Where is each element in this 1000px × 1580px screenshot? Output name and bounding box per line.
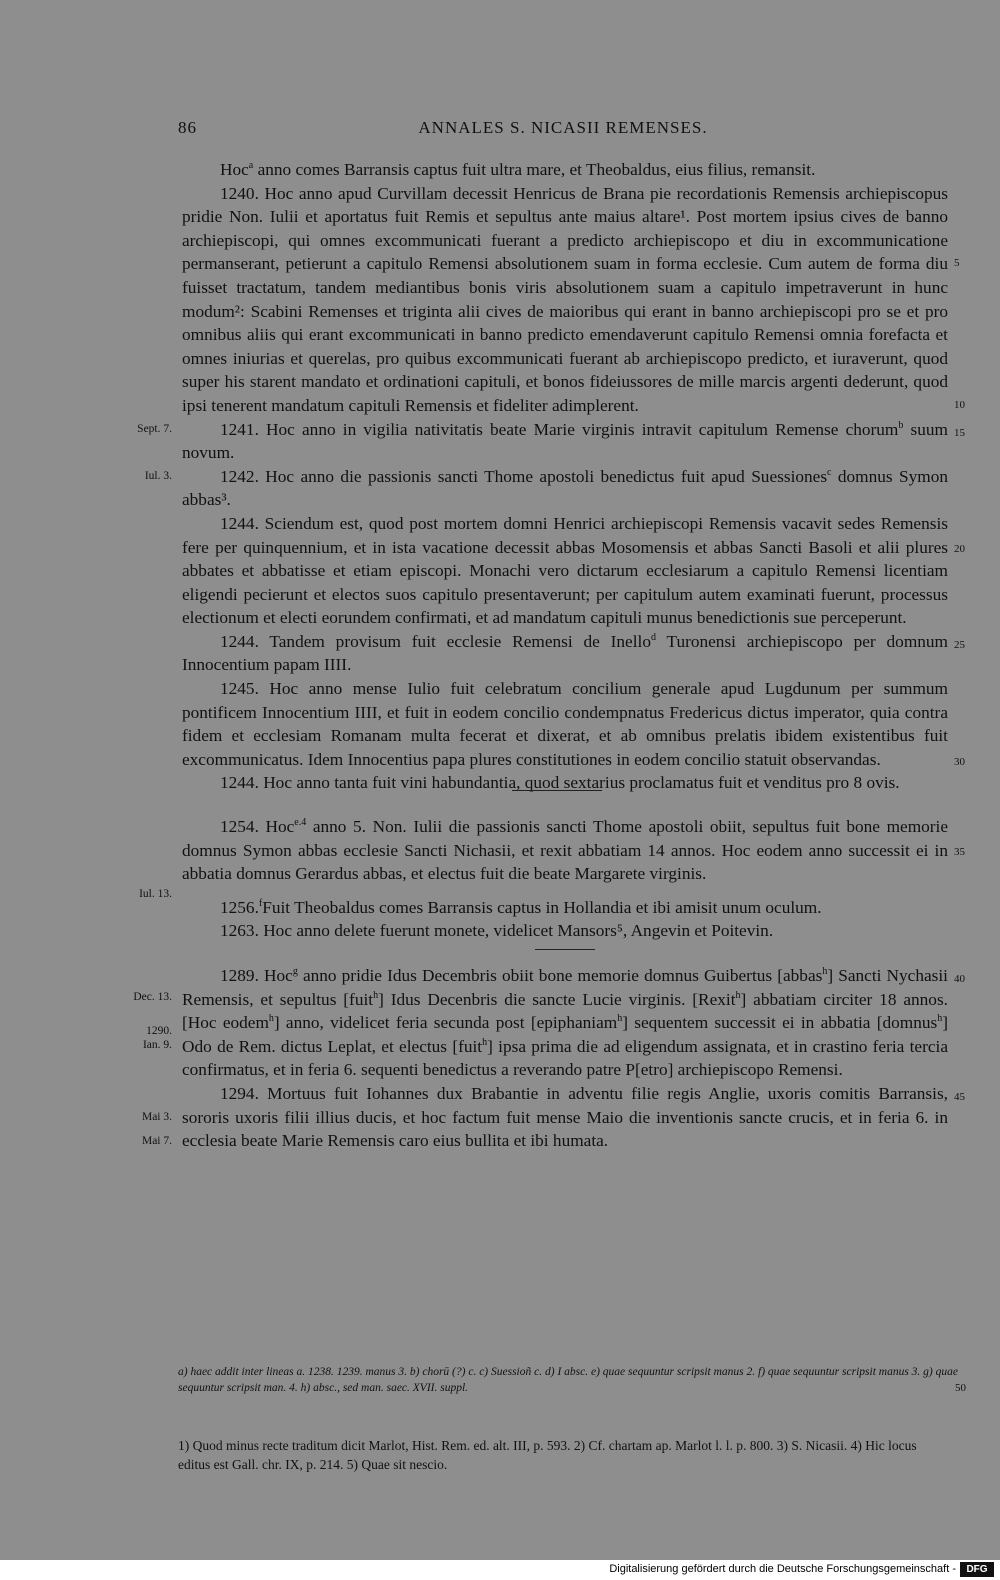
paragraph: 1244. Tandem provisum fuit ecclesie Remensi de Inello$^d$ Turonensi archiepiscopo per domnum Innocentium papam IIII. [182,631,948,675]
paragraph: 1242. Hoc anno die passionis sancti Thome apostoli benedictus fuit apud Suessiones$^c$ domnus Symon abbas³. [182,466,948,510]
divider [512,790,602,791]
paragraph: 1244. Hoc anno tanta fuit vini habundantia, quod sextarius proclamatus fuit et venditus pro 8 ovis. [220,773,900,793]
paragraph: 1294. Mortuus fuit Iohannes dux Brabantie in adventu filie regis Anglie, uxoris comitis Barransis, sororis uxoris filii illius ducis, et hoc factum fuit mense Maio die inventionis sancte crucis, et in feria 6. in ecclesia beate Marie Remensis caro eius bullita et ibi humata. [182,1083,948,1151]
footnotes-text: 1) Quod minus recte traditum dicit Marlot, Hist. Rem. ed. alt. III, p. 593. 2) Cf. chartam ap. Marlot l. l. p. 800. 3) S. Nicasii. 4) Hic locus editus est Gall. chr. IX, p. 214. 5) Quae sit nescio. [178,1438,917,1472]
margin-date: Iul. 3. [144,469,172,482]
paragraph-row [182,677,965,771]
margin-date: Ian. 9. [142,1039,172,1051]
paragraph: 1254. Hoc$^{e.4}$ anno 5. Non. Iulii die passionis sancti Thome apostoli obiit, sepultus fuit bone memorie domnus Symon abbas ecclesie Sancti Nichasii, et rexit abbatiam 14 annos. Hoc eodem anno successit ei in abbatia domnus Gerardus abbas, et electus fuit die beate Margarete virginis. [182,817,949,884]
line-number: 35 [954,846,965,859]
margin-date: Mai 3. [141,1110,172,1123]
paragraph: 1240. Hoc anno apud Curvillam decessit Henricus de Brana pie recordationis Remensis archiepiscopus pridie Non. Iulii et aportatus fuit Remis et sepultus ante maius altare¹. Post mortem ipsius cives de banno archiepiscopi, qui omnes excommunicati fuerant a predicto archiepiscopo et diu in excommunicatione permanserant, petierunt a capitulo Remensi absolutionem suam in forma ecclesie. Cum autem de forma diu fuisset tractatum, tandem mediantibus bonis viris absolutionem suam a capitulo impetraverunt in hunc modum²: Scabini Remenses et triginta alii cives de maioribus qui erant in banno archiepiscopi pro se et pro omnibus aliis qui erant excommunicati in banno predicto emendaverunt capitulo Remensi omnia forefacta et omnes iniurias et querelas, pro quibus excommunicati fuerant ab archiepiscopo predicto, et iuraverunt, quod super his starent mandato et ordinationi capituli, et bonos fideiussores de mille marcis argenti dederunt, quod ipsi tenerent mandatum capituli Remensis et fideliter adimplerent. [182,183,948,415]
line-number: 25 [954,638,965,651]
paragraph: 1245. Hoc anno mense Iulio fuit celebratum concilium generale apud Lugdunum per summum pontificem Innocentium IIII, et fuit in eodem concilio condempnatus Fredericus dictus imperator, quia contra fidem et ecclesiam Romanam multa fecerat et dixerat, et ab omnibus prelatis ibidem existentibus fuit excommunicatus. Idem Innocentius papa plures constitutiones in eodem concilio statuit observandas. [182,679,948,769]
paragraph: Hoc$^a$ anno comes Barransis captus fuit ultra mare, et Theobaldus, eius filius, remansit. [220,160,816,179]
margin-date: Iul. 13. [139,888,172,901]
paragraph-row [182,182,965,418]
footer-bar [0,1560,1000,1580]
paragraph: 1256.$^f$Fuit Theobaldus comes Barransis captus in Hollandia et ibi amisit unum oculum. [220,897,822,917]
paragraph-row [182,512,965,630]
margin-date: Mai 7. [141,1134,172,1147]
dfg-logo: DFG [960,1562,994,1577]
divider [535,949,595,950]
paragraph: 1263. Hoc anno delete fuerunt monete, videlicet Mansors⁵, Angevin et Poitevin. [220,921,774,941]
paragraph: 1244. Sciendum est, quod post mortem domni Henrici archiepiscopi Remensis vacavit sedes Remensis fere per quinquennium, et in ista vacatione decessit abbas Mosomensis et abbas Sancti Basoli et alii plures abbates et abbatisse et etiam episcopi. Monachi vero dictarum ecclesiarum a capitulo Remensi licentiam eligendi pecierunt et electos suos capitulo presentaverunt; per capitulum autem examinati fuerunt, processus electionum et electi eorundem confirmati, et ad mandatum capituli munus benedictionis sue perceperunt. [182,513,948,628]
line-number: 40 [954,973,965,985]
line-number: 30 [954,756,965,769]
page-title: ANNALES S. NICASII REMENSES. [418,118,708,137]
line-number: 10 [954,398,965,411]
paragraph: 1289. Hoc$^g$ anno pridie Idus Decembris obiit bone memorie domnus Guibertus [abbas$^h$] Sancti Nychasii Remensis, et sepultus [fuit$^h$] Idus Decenbris die sancte Lucie virginis. [Rexit$^h$] abbatiam circiter 18 annos. [Hoc eodem$^h$] anno, videlicet feria secunda post [epiphaniam$^h$] sequentem successit ei in abbatia [domnus$^h$] Odo de Rem. dictus Leplat, et electus [fuit$^h$] ipsa prima die ad eligendum assignata, et in crastino feria tercia confirmatus, et in feria 6. sequenti benedictus a reverando patre P[etro] archiepiscopo Remensi. [182,966,948,1080]
page-number: 86 [178,118,197,137]
footer-text: Digitalisierung gefördert durch die Deutsche Forschungsgemeinschaft - [609,1563,956,1575]
margin-date: Sept. 7. [137,422,172,435]
paragraph-row [133,964,965,1103]
margin-date: Dec. 13. [133,991,172,1003]
line-number: 50 [955,1382,966,1394]
line-number: 5 [954,256,960,269]
paragraph-row [182,630,965,677]
paragraph-row [137,418,965,465]
critical-apparatus [178,1364,966,1396]
paragraph: 1241. Hoc anno in vigilia nativitatis beate Marie virginis intravit capitulum Remense chorum$^b$ suum novum. [182,419,948,463]
paragraph-row [144,465,948,512]
paragraph-row [139,815,965,901]
line-number: 45 [954,1091,965,1103]
footnotes [178,1436,948,1474]
main-text [133,158,965,1153]
paragraph-row [141,1082,948,1153]
apparatus-text: a) haec addit inter lineas a. 1238. 1239. manus 3. b) chorū (?) c. c) Suessioñ c. d) I absc. e) quae sequuntur scripsit manus 2. f) quae sequuntur scripsit manus 3. g) quae sequuntur scripsit man. 4. h) absc., sed man. saec. XVII. suppl. [178,1366,958,1394]
line-number: 15 [954,426,965,439]
margin-year: 1290. [146,1025,172,1037]
separator [182,795,948,815]
line-number: 20 [954,542,965,555]
